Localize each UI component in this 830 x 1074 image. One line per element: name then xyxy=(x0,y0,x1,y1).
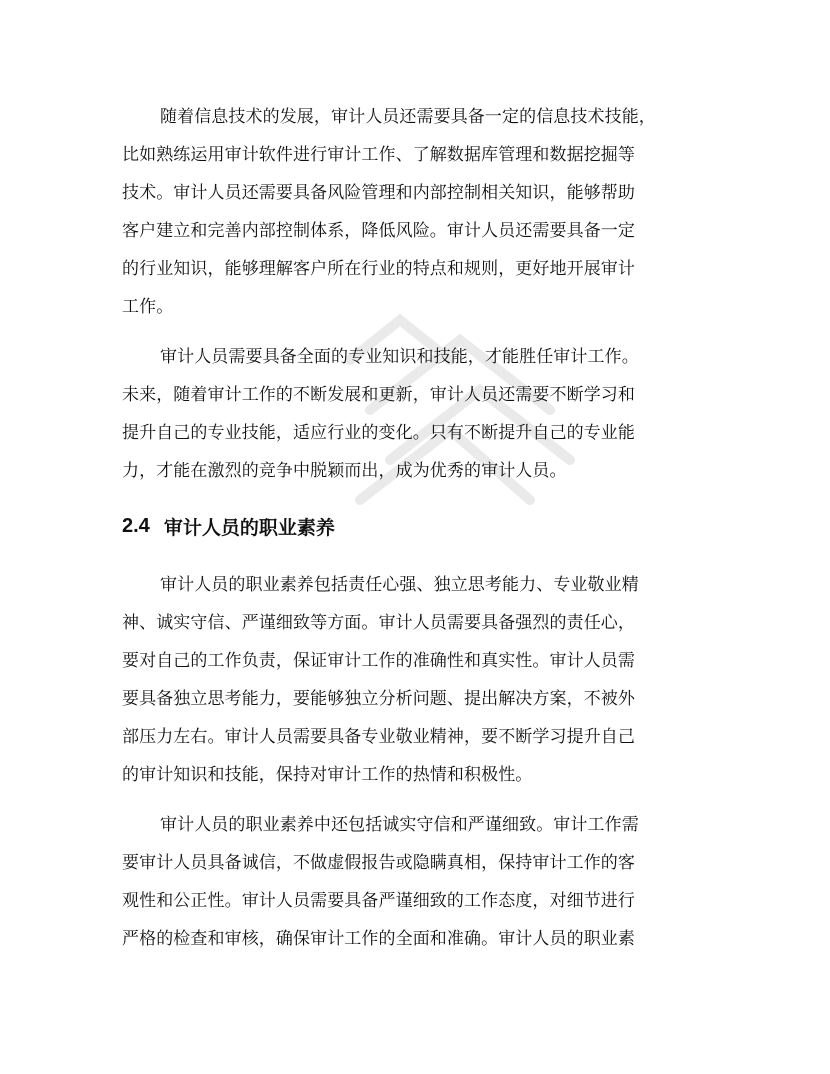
paragraph-it-skills: 随着信息技术的发展，审计人员还需要具备一定的信息技术技能， 比如熟练运用审计软件进行审计工作、了解数据库管理和数据挖掘等 技术。审计人员还需要具备风险管理和内部控制相关知识，能够帮助 客户建立和完善内部控制体系，降低风险。审计人员还需要具备一定 的行业知识，能够理解客户所在行业的特点和规则，更好地开展审计 工作。 xyxy=(122,107,656,317)
section-number: 2.4 xyxy=(122,514,150,537)
section-heading xyxy=(122,502,722,550)
section-title: 审计人员的职业素养 xyxy=(163,516,335,539)
paragraph-professional-knowledge: 审计人员需要具备全面的专业知识和技能，才能胜任审计工作。 未来，随着审计工作的不断发展和更新，审计人员还需要不断学习和 提升自己的专业技能，适应行业的变化。只有不断提升自己的专业能 力，才能在激烈的竞争中脱颖而出，成为优秀的审计人员。 xyxy=(122,347,639,481)
document-body xyxy=(122,98,722,958)
paragraph-professional-quality: 审计人员的职业素养包括责任心强、独立思考能力、专业敬业精 神、诚实守信、严谨细致等方面。审计人员需要具备强烈的责任心， 要对自己的工作负责，保证审计工作的准确性和真实性。审计人员需 要具备独立思考能力，要能够独立分析问题、提出解决方案，不被外 部压力左右。审计人员需要具备专业敬业精神，要不断学习提升自己 的审计知识和技能，保持对审计工作的热情和积极性。 xyxy=(122,575,639,785)
paragraph-integrity-rigor: 审计人员的职业素养中还包括诚实守信和严谨细致。审计工作需 要审计人员具备诚信，不做虚假报告或隐瞒真相，保持审计工作的客 观性和公正性。审计人员需要具备严谨细致的工作态度，对细节进行 严格的检查和审核，确保审计工作的全面和准确。审计人员的职业素 xyxy=(122,815,639,949)
